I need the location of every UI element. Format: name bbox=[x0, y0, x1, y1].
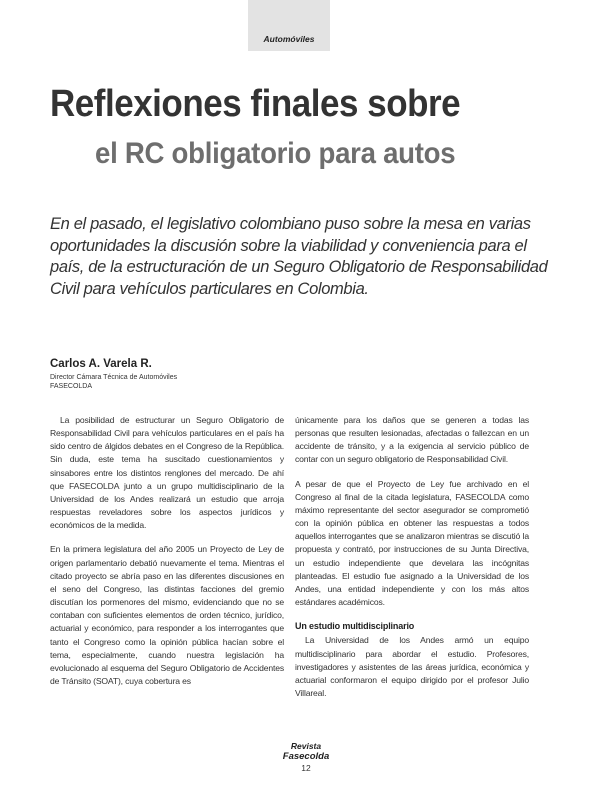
lead-paragraph: En el pasado, el legislativo colombiano puso sobre la mesa en varias oportunidades la discusión sobre la viabilidad y conveniencia para el país, de la estructuración de un Seguro Obligatorio de Responsabilidad Civil para vehículos particulares en Colombia. bbox=[50, 215, 548, 298]
page-number: 12 bbox=[301, 763, 311, 773]
section-subheading: Un estudio multidisciplinario bbox=[295, 621, 415, 632]
body-column-left bbox=[50, 414, 284, 699]
section-label: Automóviles bbox=[263, 34, 315, 44]
magazine-logo-line1: Revista bbox=[290, 741, 322, 751]
body-paragraph: La posibilidad de estructurar un Seguro Obligatorio de Responsabilidad Civil para vehículos particulares en el país ha sido centro de álgidos debates en el Congreso de la República. Sin duda, este tema ha suscitado cuestionamientos y sinsabores entre los distintos renglones del mercado. De ahí que FASECOLDA junto a un grupo multidisciplinario de la Universidad de los Andes realizará un estudio que arroja respuestas reveladores sobre los aspectos jurídicos y económicos de la medida. bbox=[50, 415, 284, 531]
body-paragraph: únicamente para los daños que se generen a todas las personas que resulten lesionadas, afectadas o fallezcan en un accidente de tránsito, y a la exigencia al servicio público de contar con un seguro obligatorio de Responsabilidad Civil. bbox=[295, 415, 529, 465]
article-title-line1: Reflexiones finales sobre bbox=[50, 83, 461, 125]
body-paragraph: La Universidad de los Andes armó un equipo multidisciplinario para abordar el estudio. Profesores, investigadores y asistentes de las áreas jurídica, económica y actuarial conformaron el equipo dirigido por el profesor Julio Villareal. bbox=[295, 635, 529, 698]
body-column-right bbox=[295, 414, 529, 711]
author-role: Director Cámara Técnica de Automóviles bbox=[50, 374, 178, 381]
author-block bbox=[50, 358, 300, 391]
body-paragraph: A pesar de que el Proyecto de Ley fue archivado en el Congreso al final de la citada legislatura, FASECOLDA como máximo representante del sector asegurador se comprometió con la opinión pública en obtener las respuestas a todos aquellos interrogantes que se analizaron mientras se discutió la propuesta y contrató, por instrucciones de su Junta Directiva, un estudio independiente que develara las incógnitas planteadas. El estudio fue asignado a la Universidad de los Andes, una entidad independiente y con los más altos estándares académicos. bbox=[295, 478, 529, 608]
page-footer bbox=[0, 741, 612, 774]
author-organization: FASECOLDA bbox=[50, 383, 93, 390]
author-name: Carlos A. Varela R. bbox=[50, 358, 152, 370]
article-title-line2: el RC obligatorio para autos bbox=[95, 137, 456, 170]
section-tab bbox=[248, 0, 330, 51]
body-paragraph: En la primera legislatura del año 2005 un Proyecto de Ley de origen parlamentario debatió nuevamente el tema. Mientras el citado proyecto se abría paso en las diferentes discusiones en el seno del Congreso, las distintas facciones del gremio discutían los pormenores del mismo, evidenciando que no se contaban con suficientes elementos de orden técnico, jurídico, actuarial y económico, para responder a los interrogantes que tanto el Congreso como la opinión pública hacían sobre el tema, especialmente, cuando nuestra legislación ha evolucionado al esquema del Seguro Obligatorio de Accidentes de Tránsito (SOAT), cuya cobertura es bbox=[50, 544, 284, 686]
magazine-logo-line2: Fasecolda bbox=[282, 751, 330, 762]
